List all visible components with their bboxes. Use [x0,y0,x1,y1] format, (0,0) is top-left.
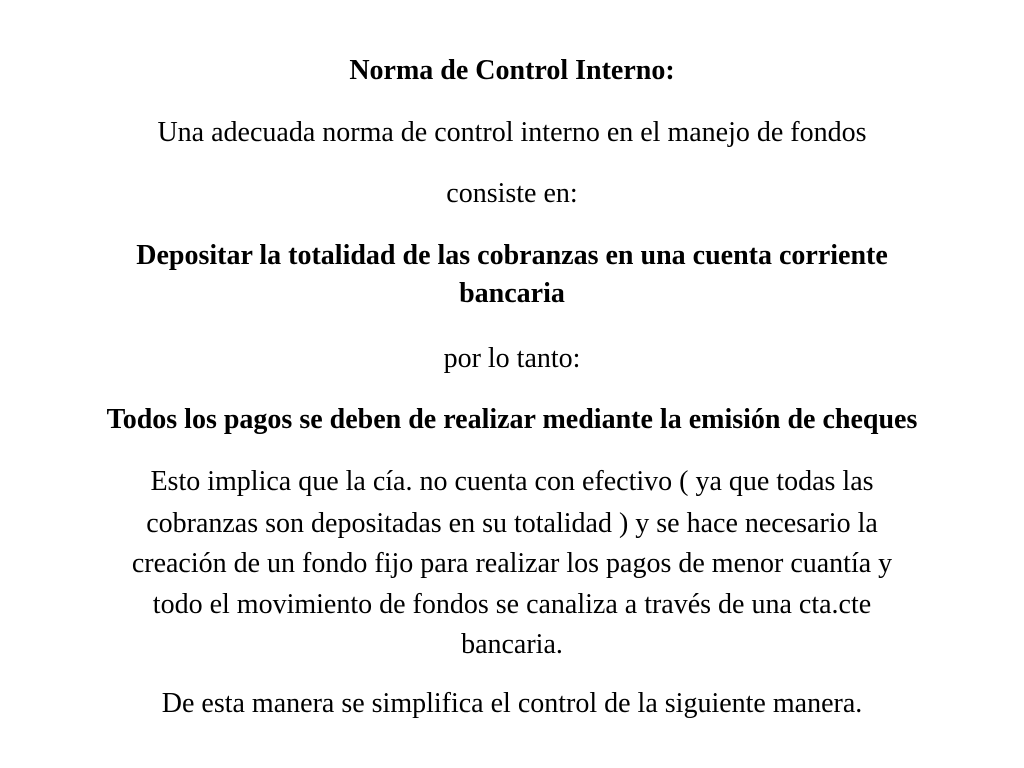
intro-line-1: Una adecuada norma de control interno en el manejo de fondos [157,117,867,148]
rule-1-line-1: Depositar la totalidad de las cobranzas en una cuenta corriente [136,240,888,271]
conclusion: De esta manera se simplifica el control de la siguiente manera. [161,688,863,719]
intro-line-2: consiste en: [446,178,578,209]
explanation-line-5: bancaria. [461,629,563,660]
explanation-line-1: Esto implica que la cía. no cuenta con efectivo ( ya que todas las [150,466,874,497]
rule-2: Todos los pagos se deben de realizar mediante la emisión de cheques [106,404,918,435]
explanation-line-3: creación de un fondo fijo para realizar los pagos de menor cuantía y [131,548,893,579]
heading: Norma de Control Interno: [349,55,675,86]
explanation-line-4: todo el movimiento de fondos se canaliza a través de una cta.cte [152,589,872,620]
rule-1-line-2: bancaria [459,278,565,309]
connector-text: por lo tanto: [443,343,581,374]
explanation-line-2: cobranzas son depositadas en su totalidad ) y se hace necesario la [146,508,878,539]
